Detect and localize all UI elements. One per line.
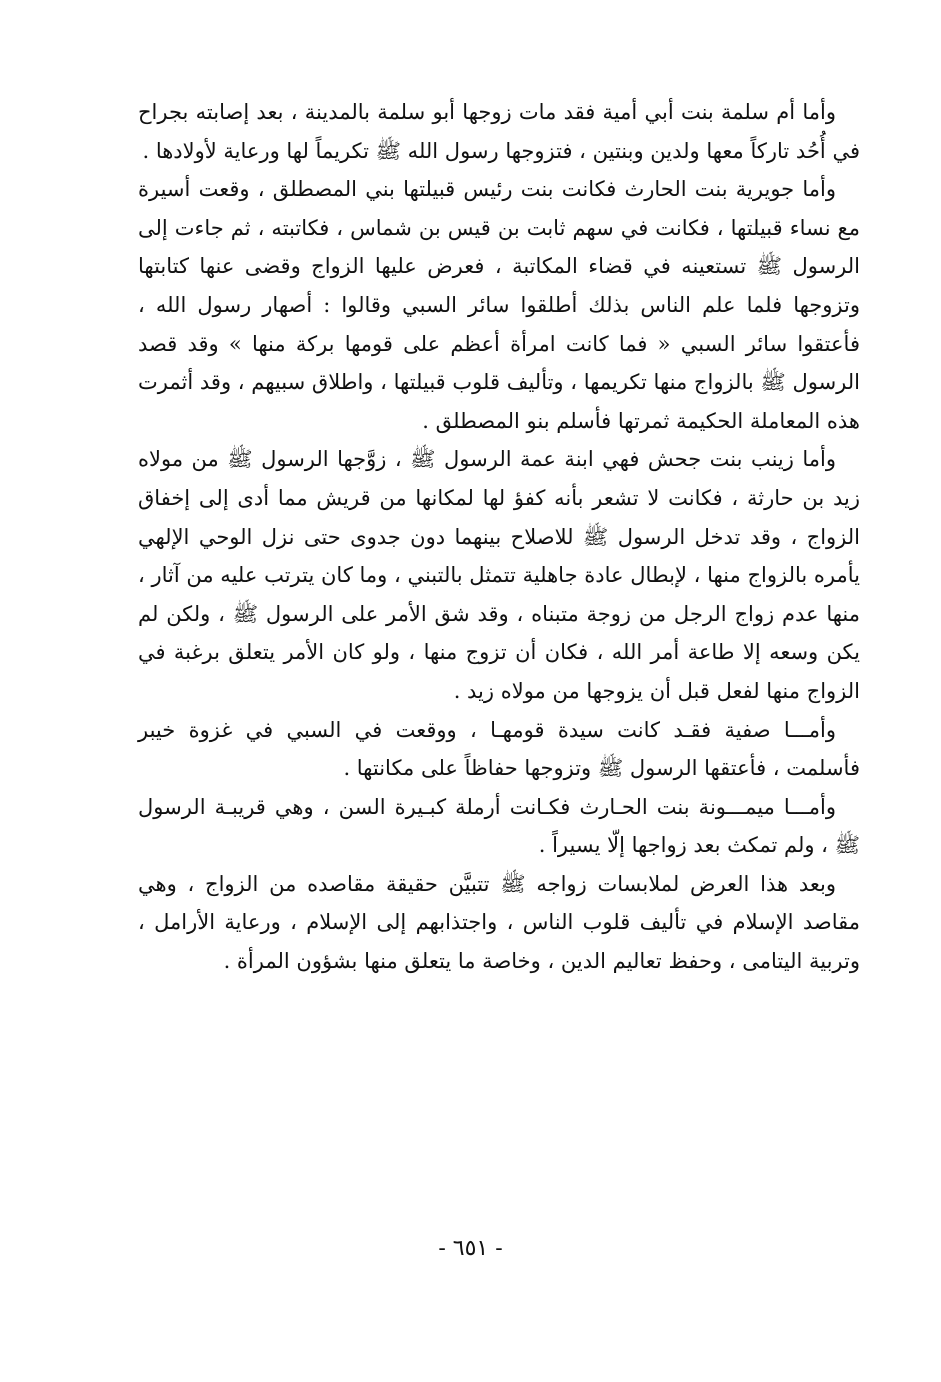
paragraph-umm-salama: وأما أم سلمة بنت أبي أمية فقد مات زوجها أبو سلمة بالمدينة ، بعد إصابته بجراح في أُحُد تاركاً معها ولدين وبنتين ، فتزوجها رسول الله ﷺ تكريماً لها ورعاية لأولادها .: [138, 100, 860, 163]
paragraph-conclusion: وبعد هذا العرض لملابسات زواجه ﷺ تتبيَّن حقيقة مقاصده من الزواج ، وهي مقاصد الإسلام في تأليف قلوب الناس ، واجتذابهم إلى الإسلام ، ورعاية الأرامل ، وتربية اليتامى ، وحفظ تعاليم الدين ، وخاصة ما يتعلق منها بشؤون المرأة .: [138, 871, 860, 974]
paragraph-maymuna: وأمـــا ميمـــونة بنت الحـارث فكـانت أرملة كبـيرة السن ، وهي قريبـة الرسول ﷺ ، ولم تمكث بعد زواجها إلّا يسيراً .: [138, 794, 860, 858]
paragraph-safiyya: وأمـــا صفية فقـد كانت سيدة قومهـا ، ووقعت في السبي في غزوة خيبر فأسلمت ، فأعتقها الرسول ﷺ وتزوجها حفاظاً على مكانتها .: [138, 717, 860, 781]
paragraph-zaynab: وأما زينب بنت جحش فهي ابنة عمة الرسول ﷺ ، زوَّجها الرسول ﷺ من مولاه زيد بن حارثة ، فكانت لا تشعر بأنه كفؤ لها لمكانها من قريش مما أدى إلى إخفاق الزواج ، وقد تدخل الرسول ﷺ للاصلاح بينهما دون جدوى حتى نزل الوحي الإلهي يأمره بالزواج منها ، لإبطال عادة جاهلية تتمثل بالتبني ، وما كان يترتب عليه من آثار ، منها عدم زواج الرجل من زوجة متبناه ، وقد شق الأمر على الرسول ﷺ ، ولكن لم يكن وسعه إلا طاعة أمر الله ، فكان أن تزوج منها ، ولو كان الأمر يتعلق برغبة في الزواج منها لفعل قبل أن يزوجها من مولاه زيد .: [138, 447, 860, 703]
body-text: [138, 93, 860, 981]
paragraph-juwayriya: وأما جويرية بنت الحارث فكانت بنت رئيس قبيلتها بني المصطلق ، وقعت أسيرة مع نساء قبيلتها ، فكانت في سهم ثابت بن قيس بن شماس ، فكاتبته ، ثم جاءت إلى الرسول ﷺ تستعينه في قضاء المكاتبة ، فعرض عليها الزواج وقضى عنها كتابتها وتزوجها فلما علم الناس بذلك أطلقوا سائر السبي وقالوا : أصهار رسول الله ، فأعتقوا سائر السبي « فما كانت امرأة أعظم على قومها بركة منها » وقد قصد الرسول ﷺ بالزواج منها تكريمها ، وتأليف قلوب قبيلتها ، واطلاق سبيهم ، وقد أثمرت هذه المعاملة الحكيمة ثمرتها فأسلم بنو المصطلق .: [138, 177, 860, 433]
page-number: - ٦٥١ -: [438, 1236, 503, 1261]
